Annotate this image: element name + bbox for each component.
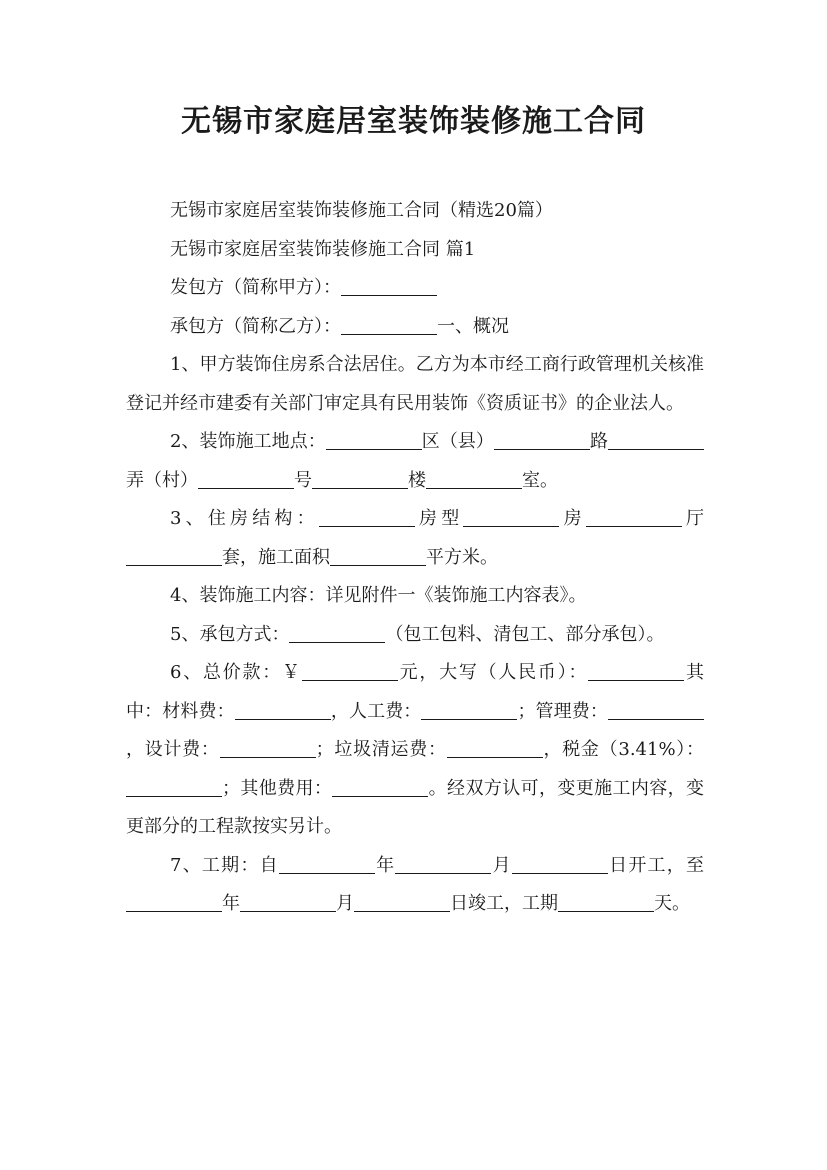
party-a-blank [341, 277, 437, 296]
clause-7-text: 月 [336, 893, 354, 914]
clause-2-text: 区（县） [421, 431, 494, 452]
clause-7-blank [279, 855, 375, 874]
clause-6-text: ，设计费： [126, 739, 220, 760]
document-body [126, 192, 704, 924]
document-title: 无锡市家庭居室装饰装修施工合同 [181, 104, 646, 139]
clause-2-text: 弄（村） [126, 469, 198, 491]
clause-3-text: 厅 [681, 508, 705, 529]
clause-3-blank [319, 508, 415, 527]
clause-2-text: 号 [294, 469, 312, 491]
clause-3-label: 3、住房结构： [170, 508, 319, 529]
section-overview-heading: 一、概况 [437, 315, 509, 337]
paragraph-clause-3 [126, 500, 704, 577]
clause-5-blank [289, 624, 385, 643]
paragraph-clause-7 [126, 847, 704, 924]
clause-7-text: 天。 [654, 893, 690, 914]
paragraph-contract-heading: 无锡市家庭居室装饰装修施工合同（精选20篇） [170, 200, 553, 221]
clause-6-text: ， [542, 739, 563, 760]
clause-6-text: ；其他费用： [222, 777, 333, 799]
clause-2-text: 路 [589, 431, 609, 452]
clause-2-blank [426, 470, 522, 489]
party-b-blank [341, 316, 437, 335]
clause-3-blank [330, 547, 426, 566]
clause-3-blank [463, 508, 559, 527]
clause-5-label: 5、承包方式： [170, 623, 290, 645]
clause-7-blank [354, 893, 450, 912]
clause-6-text: 。经双方认可，变更施工内容，变更部分的工程款按实另计。 [126, 777, 705, 837]
clause-3-blank [586, 508, 682, 527]
party-b-label: 承包方（简称乙方）： [170, 315, 341, 337]
clause-7-text: 日开工， [607, 854, 687, 876]
paragraph-clause-4: 4、装饰施工内容：详见附件一《装饰施工内容表》。 [170, 585, 587, 606]
clause-6-label: 6、总价款：￥ [170, 662, 302, 683]
clause-2-blank [326, 431, 422, 450]
clause-7-blank [395, 855, 491, 874]
paragraph-clause-5 [126, 616, 704, 655]
paragraph-section-heading: 无锡市家庭居室装饰装修施工合同 篇1 [170, 238, 476, 260]
clause-3-text: 房型 [414, 508, 464, 529]
clause-6-text: ，人工费： [330, 700, 422, 722]
paragraph-clause-6 [126, 654, 704, 847]
clause-5-text: （包工包料、清包工、部分承包）。 [385, 623, 665, 645]
clause-2-blank [494, 431, 590, 450]
clause-2-blank [608, 431, 704, 450]
clause-7-blank [512, 855, 608, 874]
clause-6-text: 税金（3.41%）： [562, 739, 705, 760]
clause-3-blank [126, 547, 222, 566]
paragraph-clause-1: 1、甲方装饰住房系合法居住。乙方为本市经工商行政管理机关核准登记并经市建委有关部门审定具有民用装饰《资质证书》的企业法人。 [126, 354, 704, 414]
clause-6-blank [220, 739, 316, 758]
clause-2-text: 室。 [522, 469, 558, 491]
clause-2-blank [198, 470, 294, 489]
clause-6-blank [608, 701, 704, 720]
clause-6-blank [126, 778, 222, 797]
clause-7-blank [126, 893, 222, 912]
clause-6-text: ；管理费： [517, 700, 609, 722]
clause-6-text: ；垃圾清运费： [315, 739, 447, 760]
clause-6-blank [421, 701, 517, 720]
clause-7-text: 月 [491, 854, 512, 876]
clause-3-text: 房 [559, 508, 586, 529]
clause-3-text: 套，施工面积 [222, 546, 330, 568]
clause-6-blank [447, 739, 543, 758]
clause-7-text: 年 [222, 893, 240, 914]
clause-6-blank [302, 662, 398, 681]
clause-6-blank [235, 701, 331, 720]
clause-7-text: 日竣工，工期 [450, 893, 558, 914]
clause-7-blank [558, 893, 654, 912]
clause-2-label: 2、装饰施工地点： [170, 431, 326, 452]
clause-3-text: 平方米。 [426, 546, 498, 568]
clause-2-text: 楼 [408, 469, 426, 491]
paragraph-party-a [126, 269, 704, 308]
clause-6-blank [332, 778, 428, 797]
clause-6-text: 元，大写（人民币）： [397, 662, 589, 683]
clause-7-text: 年 [374, 854, 396, 876]
clause-7-text: 至 [686, 854, 705, 876]
clause-6-text: 其中：材料费： [126, 662, 704, 722]
clause-7-blank [240, 893, 336, 912]
clause-6-blank [588, 662, 684, 681]
clause-2-blank [312, 470, 408, 489]
party-a-label: 发包方（简称甲方）： [170, 277, 341, 298]
clause-7-label: 7、工期：自 [170, 854, 279, 876]
paragraph-party-b [126, 308, 704, 347]
paragraph-clause-2 [126, 423, 704, 500]
